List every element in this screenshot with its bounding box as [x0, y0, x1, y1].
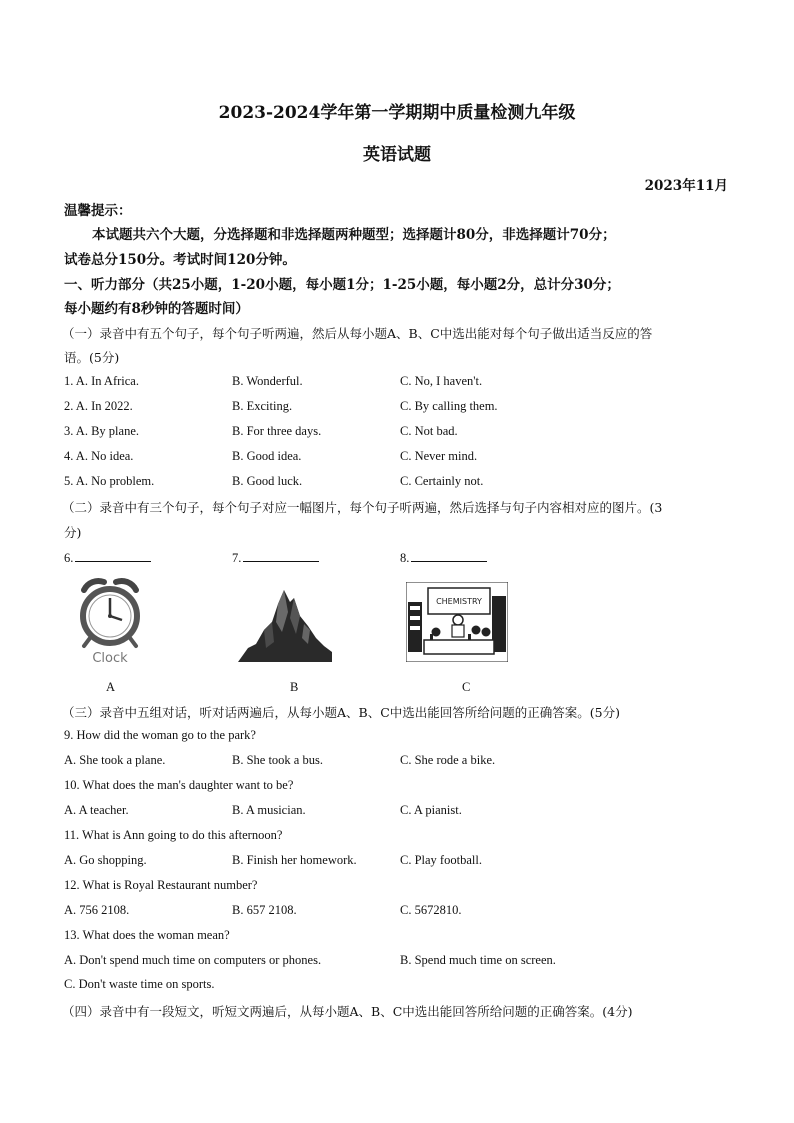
sec1-instruction-line-2: 语。(5分) — [64, 350, 120, 365]
answer-blank-7[interactable]: 7. — [232, 549, 319, 566]
exam-date: 2023年11月 — [644, 178, 728, 194]
q11-option-a[interactable]: A. Go shopping. — [64, 853, 147, 867]
q13-question: 13. What does the woman mean? — [64, 928, 230, 942]
picture-label-b: B — [290, 680, 299, 694]
q2-option-b[interactable]: B. Exciting. — [232, 399, 293, 413]
mountain-icon — [238, 582, 332, 662]
q11-option-c[interactable]: C. Play football. — [400, 853, 482, 867]
chemistry-class-icon — [406, 582, 508, 662]
q1-option-c[interactable]: C. No, I haven't. — [400, 374, 483, 388]
q9-option-c[interactable]: C. She rode a bike. — [400, 753, 496, 767]
sec2-instruction-line-1: （二）录音中有三个句子，每个句子对应一幅图片，每个句子听两遍，然后选择与句子内容相对应的图片。(3 — [62, 500, 663, 515]
clock-caption: Clock — [92, 651, 128, 666]
q12-option-b[interactable]: B. 657 2108. — [232, 903, 297, 917]
answer-blank-8[interactable]: 8. — [400, 549, 487, 566]
q1-option-a[interactable]: 1. A. In Africa. — [64, 374, 139, 388]
q12-question: 12. What is Royal Restaurant number? — [64, 878, 258, 892]
q5-option-b[interactable]: B. Good luck. — [232, 474, 303, 488]
q9-question: 9. How did the woman go to the park? — [64, 728, 256, 742]
tips-line-2: 试卷总分150分。考试时间120分钟。 — [64, 252, 296, 268]
q4-option-a[interactable]: 4. A. No idea. — [64, 449, 134, 463]
q9-option-a[interactable]: A. She took a plane. — [64, 753, 166, 767]
sec2-instruction-line-2: 分) — [64, 525, 82, 540]
q1-option-b[interactable]: B. Wonderful. — [232, 374, 303, 388]
sec4-instruction: （四）录音中有一段短文，听短文两遍后，从每小题A、B、C中选出能回答所给问题的正确答案。(4分) — [62, 1004, 633, 1019]
q11-option-b[interactable]: B. Finish her homework. — [232, 853, 357, 867]
tips-heading: 温馨提示： — [64, 203, 132, 219]
answer-blank-6[interactable]: 6. — [64, 549, 151, 566]
blackboard-text: CHEMISTRY — [436, 597, 482, 606]
q11-question: 11. What is Ann going to do this afternoon? — [64, 828, 283, 842]
alarm-clock-icon — [74, 576, 146, 668]
q12-option-a[interactable]: A. 756 2108. — [64, 903, 130, 917]
exam-title: 2023-2024学年第一学期期中质量检测九年级 — [218, 103, 576, 123]
q10-option-b[interactable]: B. A musician. — [232, 803, 306, 817]
q4-option-b[interactable]: B. Good idea. — [232, 449, 302, 463]
q4-option-c[interactable]: C. Never mind. — [400, 449, 478, 463]
sec1-instruction-line-1: （一）录音中有五个句子，每个句子听两遍，然后从每小题A、B、C中选出能对每个句子做出适当反应的答 — [62, 326, 653, 341]
q2-option-c[interactable]: C. By calling them. — [400, 399, 498, 413]
q13-option-c[interactable]: C. Don't waste time on sports. — [64, 977, 215, 991]
q5-option-a[interactable]: 5. A. No problem. — [64, 474, 155, 488]
q13-option-b[interactable]: B. Spend much time on screen. — [400, 953, 556, 967]
q10-option-a[interactable]: A. A teacher. — [64, 803, 129, 817]
q5-option-c[interactable]: C. Certainly not. — [400, 474, 484, 488]
q10-question: 10. What does the man's daughter want to be? — [64, 778, 294, 792]
sec3-instruction: （三）录音中五组对话，听对话两遍后，从每小题A、B、C中选出能回答所给问题的正确答案。(5分) — [62, 705, 620, 720]
picture-label-c: C — [462, 680, 471, 694]
q13-option-a[interactable]: A. Don't spend much time on computers or phones. — [64, 953, 322, 967]
q3-option-c[interactable]: C. Not bad. — [400, 424, 458, 438]
part1-heading-line-2: 每小题约有8秒钟的答题时间） — [64, 301, 249, 317]
q9-option-b[interactable]: B. She took a bus. — [232, 753, 323, 767]
picture-label-a: A — [106, 680, 116, 694]
q3-option-b[interactable]: B. For three days. — [232, 424, 322, 438]
q2-option-a[interactable]: 2. A. In 2022. — [64, 399, 133, 413]
q10-option-c[interactable]: C. A pianist. — [400, 803, 462, 817]
exam-subtitle: 英语试题 — [363, 145, 431, 165]
q3-option-a[interactable]: 3. A. By plane. — [64, 424, 139, 438]
q12-option-c[interactable]: C. 5672810. — [400, 903, 462, 917]
part1-heading-line-1: 一、听力部分（共25小题，1-20小题，每小题1分；1-25小题，每小题2分，总计分30分； — [64, 277, 620, 293]
tips-line-1: 本试题共六个大题，分选择题和非选择题两种题型；选择题计80分，非选择题计70分； — [92, 227, 616, 243]
